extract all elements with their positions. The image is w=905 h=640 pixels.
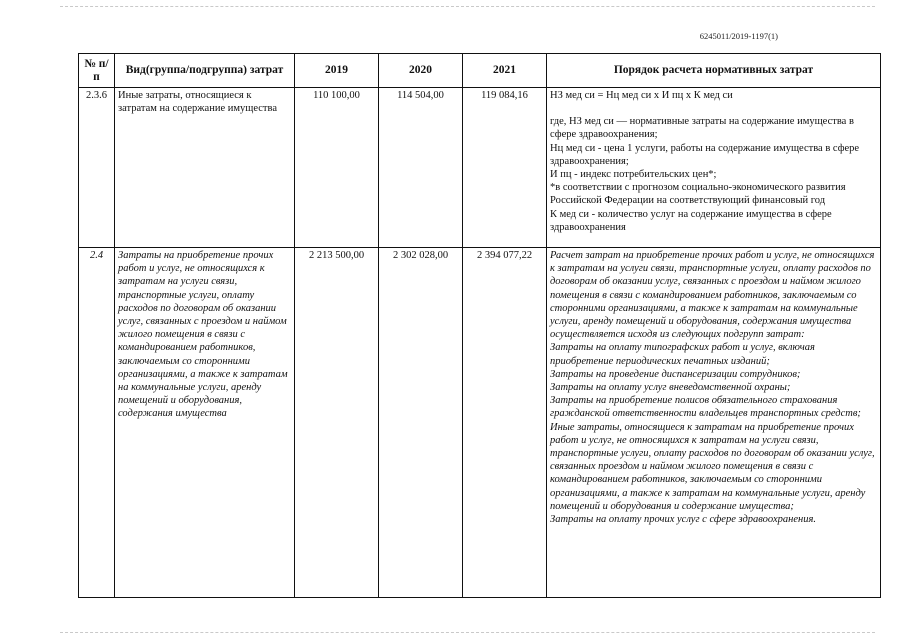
row-calculation-method — [547, 248, 881, 598]
formula-line: НЗ мед си = Нц мед си х И пц х К мед си — [550, 90, 733, 101]
method-line: Затраты на оплату услуг вневедомственной охраны; — [550, 382, 791, 394]
table-header-row — [79, 54, 881, 88]
method-line: Затраты на оплату прочих услуг с сфере здравоохранения. — [550, 514, 816, 526]
formula-line: Нц мед си - цена 1 услуги, работы на содержание имущества в сфере здравоохранения; — [550, 142, 860, 167]
scan-artifact-bottom — [60, 632, 875, 634]
header-year-2019: 2019 — [295, 54, 379, 88]
row-number: 2.4 — [79, 248, 115, 598]
row-value-2021: 119 084,16 — [463, 88, 547, 248]
document-number: 6245011/2019-1197(1) — [699, 31, 778, 41]
table-row — [79, 88, 881, 248]
header-number: № п/п — [79, 54, 115, 88]
header-cost-type: Вид(группа/подгруппа) затрат — [115, 54, 295, 88]
method-line: Затраты на проведение диспансеризации сотрудников; — [550, 368, 801, 380]
method-line: Затраты на приобретение полисов обязательного страхования гражданской ответственности владельцев транспортных средств; — [550, 395, 861, 420]
method-line: Иные затраты, относящиеся к затратам на приобретение прочих работ и услуг, не относящихся к затратам на услуги связи, транспортные услуги, оплату расходов по договорам об оказании услуг, связанных проездом и наймом жилого помещения в связи с командированием работников, заключаемым со сторонними организациями, а также к затратам на коммунальные услуги, аренду помещений и оборудования и содержание имущества; — [550, 421, 875, 512]
header-year-2020: 2020 — [379, 54, 463, 88]
row-number: 2.3.6 — [79, 88, 115, 248]
formula-gap — [550, 102, 877, 115]
method-line: Затраты на оплату типографских работ и услуг, включая приобретение периодических печатных изданий; — [550, 342, 815, 367]
table-row — [79, 248, 881, 598]
row-value-2019: 110 100,00 — [295, 88, 379, 248]
formula-line: И пц - индекс потребительских цен*; — [550, 169, 717, 181]
row-cost-type: Затраты на приобретение прочих работ и услуг, не относящихся к затратам на услуги связи, транспортные услуги, оплату расходов по договорам об оказании услуг, связанных с проездом и наймом жилого помещения в связи с командированием работников, заключаемым со сторонними организациями, а также к затратам на коммунальные услуги, аренду помещений и оборудования, содержания имущества — [115, 248, 295, 598]
scan-artifact-top — [60, 6, 875, 8]
header-year-2021: 2021 — [463, 54, 547, 88]
cost-norms-table — [78, 53, 881, 598]
row-value-2020: 114 504,00 — [379, 88, 463, 248]
formula-line: *в соответствии с прогнозом социально-экономического развития Российской Федерации на соответствующий финансовый год — [550, 182, 846, 207]
header-calculation-method: Порядок расчета нормативных затрат — [547, 54, 881, 88]
row-value-2020: 2 302 028,00 — [379, 248, 463, 598]
formula-line: К мед си - количество услуг на содержание имущества в сфере здравоохранения — [550, 208, 832, 233]
formula-line: где, НЗ мед си — нормативные затраты на содержание имущества в сфере здравоохранения; — [550, 116, 854, 141]
row-value-2021: 2 394 077,22 — [463, 248, 547, 598]
row-cost-type: Иные затраты, относящиеся к затратам на содержание имущества — [115, 88, 295, 248]
row-value-2019: 2 213 500,00 — [295, 248, 379, 598]
row-calculation-method — [547, 88, 881, 248]
method-line: Расчет затрат на приобретение прочих работ и услуг, не относящихся к затратам на услуги связи, транспортные услуги, оплату расходов по договорам об оказании услуг, связанных с проездом и наймом жилого помещения в связи с командированием работников, заключаемым со сторонними организациями, а также к затратам на коммунальные услуги, аренду помещений и оборудования, содержания имущества осуществляется исходя из следующих подгрупп затрат: — [550, 250, 875, 341]
